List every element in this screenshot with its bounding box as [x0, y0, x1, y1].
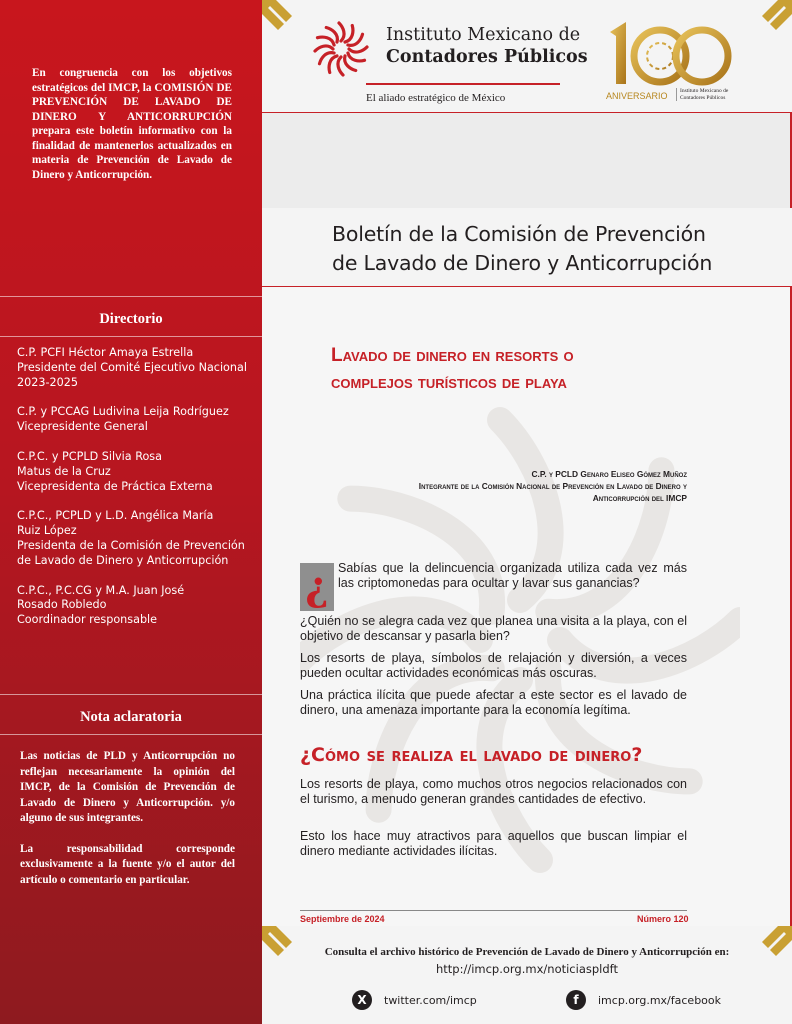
divider	[0, 734, 262, 735]
article-title-line2: complejos turísticos de playa	[331, 372, 567, 393]
nota-paragraph: Las noticias de PLD y Anticorrupción no reflejan necesariamente la opinión del IMCP, de la Comisión de Prevención de Lavado de Dinero y Anticorrupción. y/o alguno de sus integrantes.	[20, 750, 235, 824]
nota-title: Nota aclaratoria	[80, 709, 182, 725]
directorio-item: C.P.C., P.C.CG y M.A. Juan José Rosado Robledo Coordinador responsable	[17, 583, 185, 627]
article-paragraph: Los resorts de playa, como muchos otros negocios relacionados con el turismo, a menudo generan grandes cantidades de efectivo.	[300, 777, 687, 806]
directorio-item: C.P.C. y PCPLD Silvia Rosa Matus de la Cruz Vicepresidenta de Práctica Externa	[17, 449, 213, 493]
nota-paragraph: La responsabilidad corresponde exclusivamente a la fuente y/o el autor del artículo o comentario en particular.	[20, 842, 235, 886]
header-red-line	[366, 83, 560, 85]
bulletin-title-line1: Boletín de la Comisión de Prevención	[332, 222, 706, 246]
institute-name-line2: Contadores Públicos	[386, 47, 588, 67]
archive-link[interactable]: http://imcp.org.mx/noticiaspldft	[435, 962, 619, 976]
intro-text: En congruencia con los objetivos estratégicos del IMCP, la COMISIÓN DE PREVENCIÓN DE LAVADO DE DINERO Y ANTICORRUPCIÓN prepara este boletín informativo con la finalidad de mantenerlos actualizados en materia de Prevención de Lavado de Dinero y Anticorrupción.	[32, 67, 232, 181]
gold-corner-ornament	[262, 0, 292, 30]
directorio-item: C.P. PCFI Héctor Amaya Estrella Presidente del Comité Ejecutivo Nacional 2023-2025	[17, 346, 247, 389]
issue-date: Septiembre de 2024	[300, 914, 385, 924]
directorio-title: Directorio	[99, 311, 163, 327]
left-sidebar	[0, 0, 262, 1024]
bulletin-title-line2: de Lavado de Dinero y Anticorrupción	[332, 251, 713, 275]
gray-band	[262, 112, 792, 208]
directorio-list	[17, 346, 253, 643]
article-paragraph: Sabías que la delincuencia organizada utiliza cada vez más las criptomonedas para ocultar y lavar sus ganancias?	[338, 561, 687, 590]
author-block	[310, 468, 687, 504]
article-paragraph: Los resorts de playa, símbolos de relajación y diversión, a veces pueden ocultar actividades económicas más oscuras.	[300, 651, 687, 680]
author-role: Integrante de la Comisión Nacional de Prevención en Lavado de Dinero y	[418, 481, 687, 491]
directorio-item: C.P. y PCCAG Ludivina Leija Rodríguez Vicepresidente General	[17, 405, 229, 434]
divider	[0, 336, 262, 337]
twitter-handle: twitter.com/imcp	[384, 993, 477, 1007]
archive-note: Consulta el archivo histórico de Prevención de Lavado de Dinero y Anticorrupción en:	[324, 946, 730, 958]
x-twitter-icon: X	[352, 990, 372, 1010]
divider	[0, 694, 262, 695]
directorio-item: C.P.C., PCPLD y L.D. Angélica María Ruiz López Presidenta de la Comisión de Prevención de Lavado de Dinero y Anticorrupción	[17, 509, 245, 567]
twitter-link[interactable]	[352, 990, 477, 1010]
article-paragraph: Esto los hace muy atractivos para aquellos que buscan limpiar el dinero mediante actividades ilícitas.	[300, 829, 687, 858]
nota-text	[20, 749, 235, 903]
institute-name	[386, 25, 588, 68]
gold-corner-ornament	[762, 0, 792, 30]
facebook-link[interactable]	[566, 990, 721, 1010]
facebook-handle: imcp.org.mx/facebook	[598, 993, 722, 1007]
anniversary-institute: Instituto Mexicano de Contadores Públicos	[676, 88, 728, 101]
article-title-line1: Lavado de dinero en resorts o	[331, 345, 574, 366]
anniversary-100-logo-icon	[604, 18, 734, 90]
bulletin-title-band	[262, 208, 792, 286]
article-paragraph: Una práctica ilícita que puede afectar a este sector es el lavado de dinero, una amenaza importante para la economía legítima.	[300, 688, 687, 717]
section-heading: ¿Cómo se realiza el lavado de dinero?	[300, 744, 643, 766]
article-title	[331, 342, 691, 396]
tagline: El aliado estratégico de México	[366, 92, 506, 104]
article-paragraph: ¿Quién no se alegra cada vez que planea una visita a la playa, con el objetivo de descansar y pasarla bien?	[300, 614, 687, 643]
author-name: C.P. y PCLD Genaro Eliseo Gómez Muñoz	[531, 469, 687, 479]
imcp-logo-icon	[310, 18, 372, 80]
divider	[0, 296, 262, 297]
bulletin-title	[332, 220, 712, 278]
drop-cap: ¿	[300, 563, 334, 611]
footer-rule	[300, 910, 687, 911]
institute-name-line1: Instituto Mexicano de	[386, 25, 581, 45]
issue-number: Número 120	[637, 914, 689, 924]
author-role: Anticorrupción del IMCP	[592, 493, 687, 503]
anniversary-label: ANIVERSARIO	[606, 91, 668, 101]
facebook-icon: f	[566, 990, 586, 1010]
